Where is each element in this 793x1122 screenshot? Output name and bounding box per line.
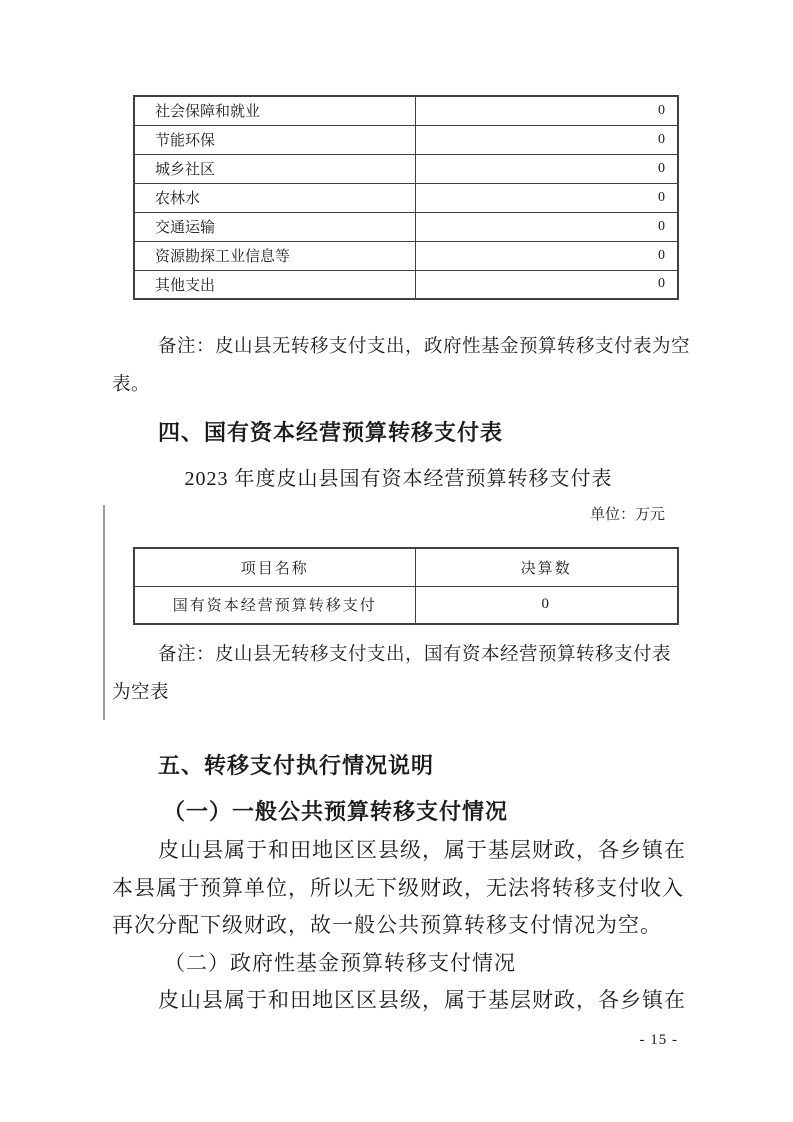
page-number: - 15 - bbox=[639, 1032, 678, 1048]
row-value: 0 bbox=[415, 212, 678, 241]
soe-table-title: 2023 年度皮山县国有资本经营预算转移支付表 bbox=[184, 468, 613, 490]
row-value: 0 bbox=[415, 586, 678, 624]
row-label: 其他支出 bbox=[134, 270, 415, 299]
section-heading-5: 五、转移支付执行情况说明 bbox=[158, 753, 435, 778]
row-label: 农林水 bbox=[134, 183, 415, 212]
table-row bbox=[134, 183, 678, 212]
subsection-heading-1: （一）一般公共预算转移支付情况 bbox=[163, 799, 509, 824]
row-label: 节能环保 bbox=[134, 125, 415, 154]
table-row bbox=[134, 125, 678, 154]
paragraph-line: 本县属于预算单位，所以无下级财政，无法将转移支付收入 bbox=[112, 875, 684, 900]
table-row bbox=[134, 96, 678, 125]
paragraph-line: 再次分配下级财政，故一般公共预算转移支付情况为空。 bbox=[112, 913, 662, 937]
note-paragraph-fund bbox=[112, 328, 690, 404]
row-label: 国有资本经营预算转移支付 bbox=[134, 586, 415, 624]
note-line: 备注：皮山县无转移支付支出，政府性基金预算转移支付表为空 bbox=[158, 337, 691, 357]
row-label: 社会保障和就业 bbox=[134, 96, 415, 125]
note-paragraph-soe bbox=[112, 636, 690, 712]
table-header-row bbox=[134, 548, 678, 586]
row-value: 0 bbox=[415, 241, 678, 270]
note-line: 为空表 bbox=[112, 683, 170, 703]
table-row bbox=[134, 212, 678, 241]
revision-marker-bar bbox=[103, 505, 105, 720]
row-value: 0 bbox=[415, 154, 678, 183]
soe-transfer-table bbox=[133, 547, 679, 625]
note-line: 表。 bbox=[112, 375, 151, 395]
col-header-item-name: 项目名称 bbox=[134, 548, 415, 586]
section-heading-4: 四、国有资本经营预算转移支付表 bbox=[158, 420, 504, 445]
table-row bbox=[134, 586, 678, 624]
row-label: 城乡社区 bbox=[134, 154, 415, 183]
row-value: 0 bbox=[415, 125, 678, 154]
note-line: 备注：皮山县无转移支付支出，国有资本经营预算转移支付表 bbox=[158, 645, 672, 665]
row-label: 交通运输 bbox=[134, 212, 415, 241]
row-value: 0 bbox=[415, 96, 678, 125]
col-header-final-amount: 决算数 bbox=[415, 548, 678, 586]
row-value: 0 bbox=[415, 270, 678, 299]
paragraph-line: 皮山县属于和田地区区县级，属于基层财政，各乡镇在 bbox=[158, 838, 686, 862]
row-value: 0 bbox=[415, 183, 678, 212]
subsection-heading-2: （二）政府性基金预算转移支付情况 bbox=[164, 950, 516, 975]
table-row bbox=[134, 241, 678, 270]
row-label: 资源勘探工业信息等 bbox=[134, 241, 415, 270]
table-row bbox=[134, 270, 678, 299]
body-paragraph bbox=[112, 832, 690, 1020]
unit-label: 单位：万元 bbox=[589, 507, 665, 523]
gov-fund-transfer-table bbox=[133, 95, 679, 300]
table-row bbox=[134, 154, 678, 183]
paragraph-line: 皮山县属于和田地区区县级，属于基层财政，各乡镇在 bbox=[158, 988, 686, 1012]
